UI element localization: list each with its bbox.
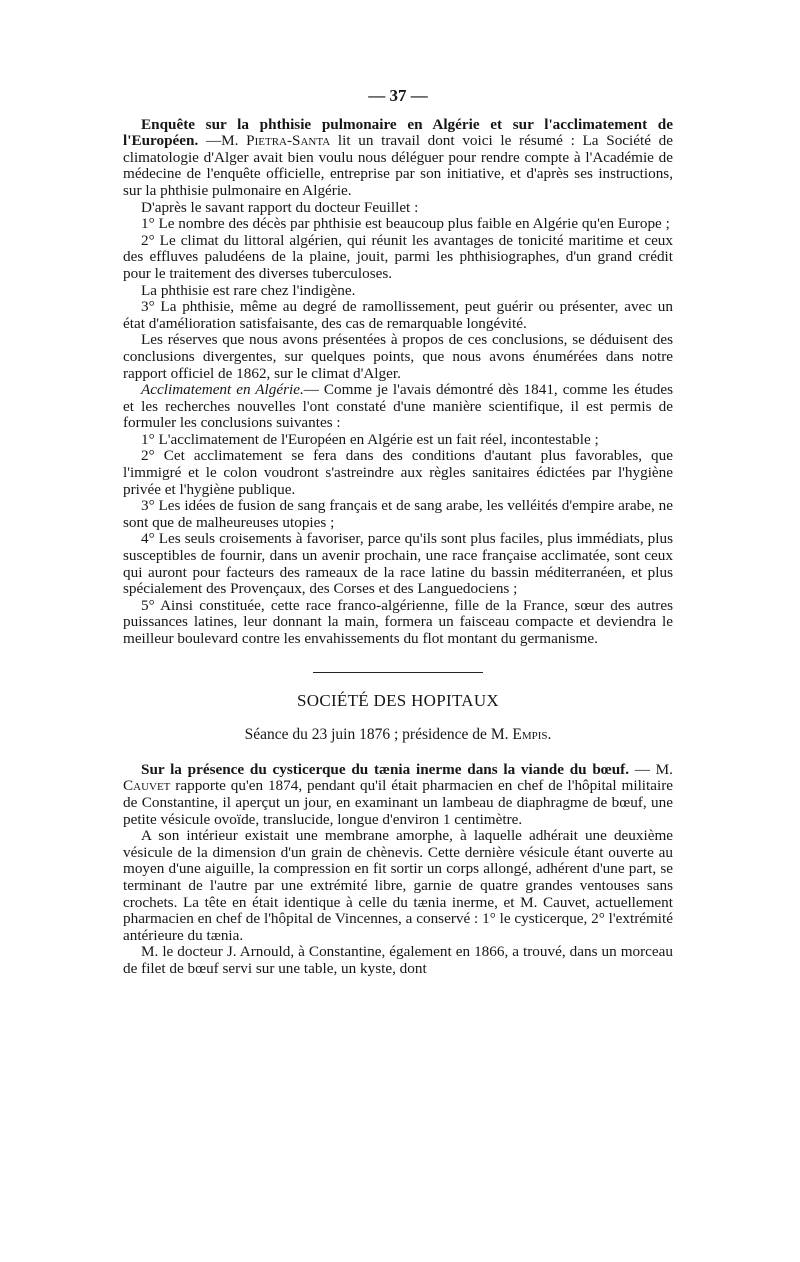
conclusion-5: 5° Ainsi constituée, cette race franco-algérienne, fille de la France, sœur des autres puissances latines, leur donnant la main, formera un faisceau compacte et deviendra le meilleur boulevard contre les envahissements du flot montant du germanisme.: [123, 596, 673, 647]
list-item-3: 3° La phthisie, même au degré de ramollissement, peut guérir ou présenter, avec un état d'amélioration satisfaisante, des cas de remarquable longévité.: [123, 298, 673, 332]
article-title: Enquête sur la phthisie pulmonaire en Algérie et sur l'acclimatement de l'Européen.: [123, 115, 673, 150]
president-name: Empis: [512, 726, 548, 744]
seance-prefix: Séance du 23 juin 1876 ; présidence de M.: [244, 726, 513, 744]
acclimatement-label: Acclimatement en Algérie.: [141, 381, 304, 399]
text-column: [123, 88, 673, 978]
article2-intro-text: rapporte qu'en 1874, pendant qu'il était pharmacien en chef de l'hôpital militaire de Constantine, il aperçut un jour, en examinant un lambeau de diaphragme de bœuf, une petite vésicule ovoïde, translucide, longue d'environ 1 centimètre.: [123, 777, 673, 828]
conclusion-3: 3° Les idées de fusion de sang français et de sang arabe, les velléités d'empire arabe, ne sont que de malheureuses utopies ;: [123, 497, 673, 531]
conclusion-4: 4° Les seuls croisements à favoriser, parce qu'ils sont plus faciles, plus immédiats, plus susceptibles de fournir, dans un avenir prochain, une race française acclimatée, sont ceux qui auront pour facteurs des rameaux de la race latine du bassin méditerranéen, et plus spécialement des Provençaux, des Corses et des Languedociens ;: [123, 530, 673, 598]
intro-text: lit un travail dont voici le résumé : La Société de climatologie d'Alger avait bien voulu nous déléguer pour rendre compte à l'Académie de médecine de l'enquête officielle, entreprise par son initiative, et d'après ses instructions, sur la phthisie pulmonaire en Algérie.: [123, 132, 673, 199]
seance-suffix: .: [547, 726, 552, 744]
seance-line: [123, 727, 673, 744]
conclusion-1: 1° L'acclimatement de l'Européen en Algérie est un fait réel, incontestable ;: [141, 430, 599, 448]
page-number: — 37 —: [368, 86, 428, 105]
article2-author-name: Cauvet: [123, 777, 171, 795]
article2-paragraph-3: M. le docteur J. Arnould, à Constantine, également en 1866, a trouvé, dans un morceau de filet de bœuf servi sur une table, un kyste, dont: [123, 943, 673, 977]
list-item-2: 2° Le climat du littoral algérien, qui réunit les avantages de tonicité maritime et ceux des effluves paludéens de la plaine, jouit, parmi les phthisiographes, d'un grand crédit pour le traitement des diverses tuberculoses.: [123, 231, 673, 282]
article2-intro-paragraph: [123, 762, 673, 828]
paragraph-feuillet: D'après le savant rapport du docteur Feuillet :: [141, 198, 419, 216]
paragraph-acclimatement: [123, 382, 673, 432]
article-intro-paragraph: [123, 117, 673, 200]
author-prefix: —M.: [198, 132, 247, 150]
article2-paragraph-2: A son intérieur existait une membrane amorphe, à laquelle adhérait une deuxième vésicule de la dimension d'un grain de chènevis. Cette dernière vésicule étant ouverte au moyen d'une aiguille, la compression en fit sortir un corps allongé, adhérent d'une part, se terminant de l'autre par une extrémité libre, garnie de quatre grandes ventouses sans crochets. La tête en était identique à celle du tænia inerme, et M. Cauvet, actuellement pharmacien en chef de l'hôpital de Vincennes, a conservé : 1° le cysticerque, 2° l'extrémité antérieure du tænia.: [123, 827, 673, 944]
acclimatement-text: — Comme je l'avais démontré dès 1841, comme les études et les recherches nouvelles l'ont constaté d'une manière scientifique, il est permis de formuler les conclusions suivantes :: [123, 381, 673, 432]
paragraph-indigene: La phthisie est rare chez l'indigène.: [141, 281, 356, 299]
section-title: SOCIÉTÉ DES HOPITAUX: [296, 690, 500, 710]
list-item-1: 1° Le nombre des décès par phthisie est beaucoup plus faible en Algérie qu'en Europe ;: [141, 215, 670, 233]
author-name: Pietra-Santa: [246, 132, 331, 150]
paragraph-reserves: Les réserves que nous avons présentées à propos de ces conclusions, se déduisent des conclusions divergentes, sur quelques points, que nous avons énumérées dans notre rapport officiel de 1862, sur le climat d'Alger.: [123, 331, 673, 382]
section-divider: [313, 672, 483, 673]
article2-title: Sur la présence du cysticerque du tænia inerme dans la viande du bœuf.: [141, 760, 630, 778]
conclusion-2: 2° Cet acclimatement se fera dans des conditions d'autant plus favorables, que l'immigré et le colon voudront s'astreindre aux règles sanitaires édictées par l'hygiène privée et l'hygiène publique.: [123, 447, 673, 498]
article2-author-prefix: — M.: [629, 760, 673, 778]
